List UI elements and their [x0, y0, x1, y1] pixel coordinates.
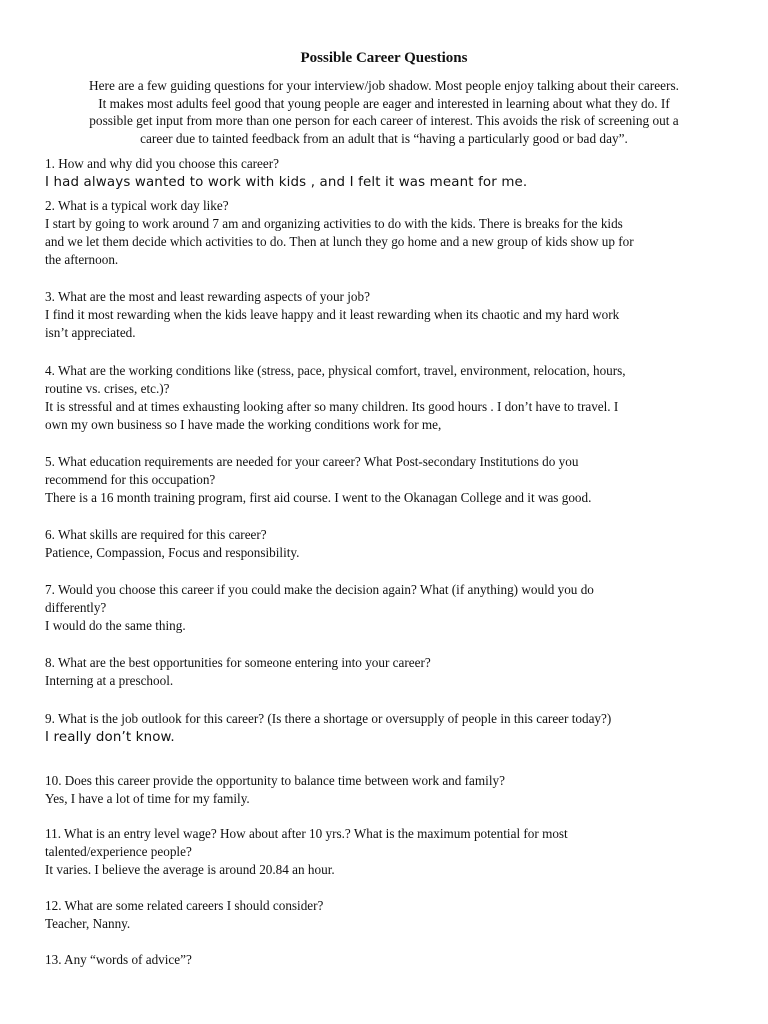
answer-text	[45, 398, 735, 434]
answer-line: and we let them decide which activities to do. Then at lunch they go home and a new group of kids show up for	[45, 234, 634, 249]
question-text: recommend for this occupation?	[45, 472, 216, 487]
answer-text	[45, 915, 735, 933]
question-block-5	[45, 453, 735, 507]
question-text: 8. What are the best opportunities for someone entering into your career?	[45, 655, 431, 670]
answer-line: I find it most rewarding when the kids leave happy and it least rewarding when its chaotic and my hard work	[45, 307, 620, 322]
answer-line: There is a 16 month training program, first aid course. I went to the Okanagan College and it was good.	[45, 490, 592, 505]
answer-text	[45, 861, 735, 879]
question-text: 9. What is the job outlook for this career? (Is there a shortage or oversupply of people in this career today?)	[45, 711, 612, 726]
answer-line: isn’t appreciated.	[45, 325, 136, 340]
question-block-6	[45, 526, 735, 562]
answer-line: Interning at a preschool.	[45, 673, 174, 688]
answer-line: It is stressful and at times exhausting looking after so many children. Its good hours . I don’t have to travel. I	[45, 399, 619, 414]
page-title: Possible Career Questions	[300, 50, 468, 66]
question-block-13	[45, 951, 735, 969]
question-text: routine vs. crises, etc.)?	[45, 381, 170, 396]
question-text: 4. What are the working conditions like (stress, pace, physical comfort, travel, environment, relocation, hours,	[45, 363, 626, 378]
question-block-3	[45, 288, 735, 342]
answer-line: I had always wanted to work with kids , and I felt it was meant for me.	[45, 175, 528, 190]
answer-text	[45, 173, 735, 193]
answer-line: the afternoon.	[45, 252, 119, 267]
answer-line: I would do the same thing.	[45, 618, 186, 633]
answer-line: own my own business so I have made the working conditions work for me,	[45, 417, 442, 432]
question-text: 11. What is an entry level wage? How about after 10 yrs.? What is the maximum potential for most	[45, 826, 568, 841]
question-block-1	[45, 155, 735, 193]
question-block-2	[45, 197, 735, 269]
question-block-11	[45, 825, 735, 879]
intro-paragraph	[40, 77, 728, 147]
answer-line: It varies. I believe the average is around 20.84 an hour.	[45, 862, 335, 877]
answer-line: Patience, Compassion, Focus and responsibility.	[45, 545, 300, 560]
question-block-10	[45, 772, 735, 808]
question-text: 12. What are some related careers I should consider?	[45, 898, 324, 913]
answer-text	[45, 672, 735, 690]
question-block-9	[45, 710, 735, 748]
answer-text	[45, 544, 735, 562]
question-text: 3. What are the most and least rewarding aspects of your job?	[45, 289, 370, 304]
question-text: talented/experience people?	[45, 844, 192, 859]
intro-line: career due to tainted feedback from an adult that is “having a particularly good or bad day”.	[140, 130, 628, 146]
question-block-7	[45, 581, 735, 635]
intro-line: Here are a few guiding questions for your interview/job shadow. Most people enjoy talking about their careers.	[89, 78, 679, 93]
question-text: 5. What education requirements are needed for your career? What Post-secondary Institutions do you	[45, 454, 579, 469]
question-text: differently?	[45, 600, 107, 615]
question-block-4	[45, 362, 735, 434]
question-block-12	[45, 897, 735, 933]
answer-line: Teacher, Nanny.	[45, 916, 131, 931]
intro-line: possible get input from more than one person for each career of interest. This avoids the risk of screening out a	[89, 113, 679, 128]
answer-text	[45, 728, 735, 748]
question-text: 1. How and why did you choose this career?	[45, 156, 280, 171]
question-text: 2. What is a typical work day like?	[45, 198, 229, 213]
question-block-8	[45, 654, 735, 690]
question-text: 10. Does this career provide the opportunity to balance time between work and family?	[45, 773, 505, 788]
answer-text	[45, 617, 735, 635]
intro-line: It makes most adults feel good that young people are eager and interested in learning about what they do. If	[98, 95, 670, 111]
answer-text	[45, 489, 735, 507]
question-text: 6. What skills are required for this career?	[45, 527, 267, 542]
question-text: 13. Any “words of advice”?	[45, 952, 192, 967]
question-text: 7. Would you choose this career if you could make the decision again? What (if anything) would you do	[45, 582, 594, 597]
answer-text	[45, 215, 735, 269]
answer-line: I really don’t know.	[45, 730, 175, 745]
answer-text	[45, 306, 735, 342]
answer-text	[45, 790, 735, 808]
answer-line: I start by going to work around 7 am and organizing activities to do with the kids. There is breaks for the kids	[45, 216, 623, 231]
answer-line: Yes, I have a lot of time for my family.	[45, 791, 250, 806]
